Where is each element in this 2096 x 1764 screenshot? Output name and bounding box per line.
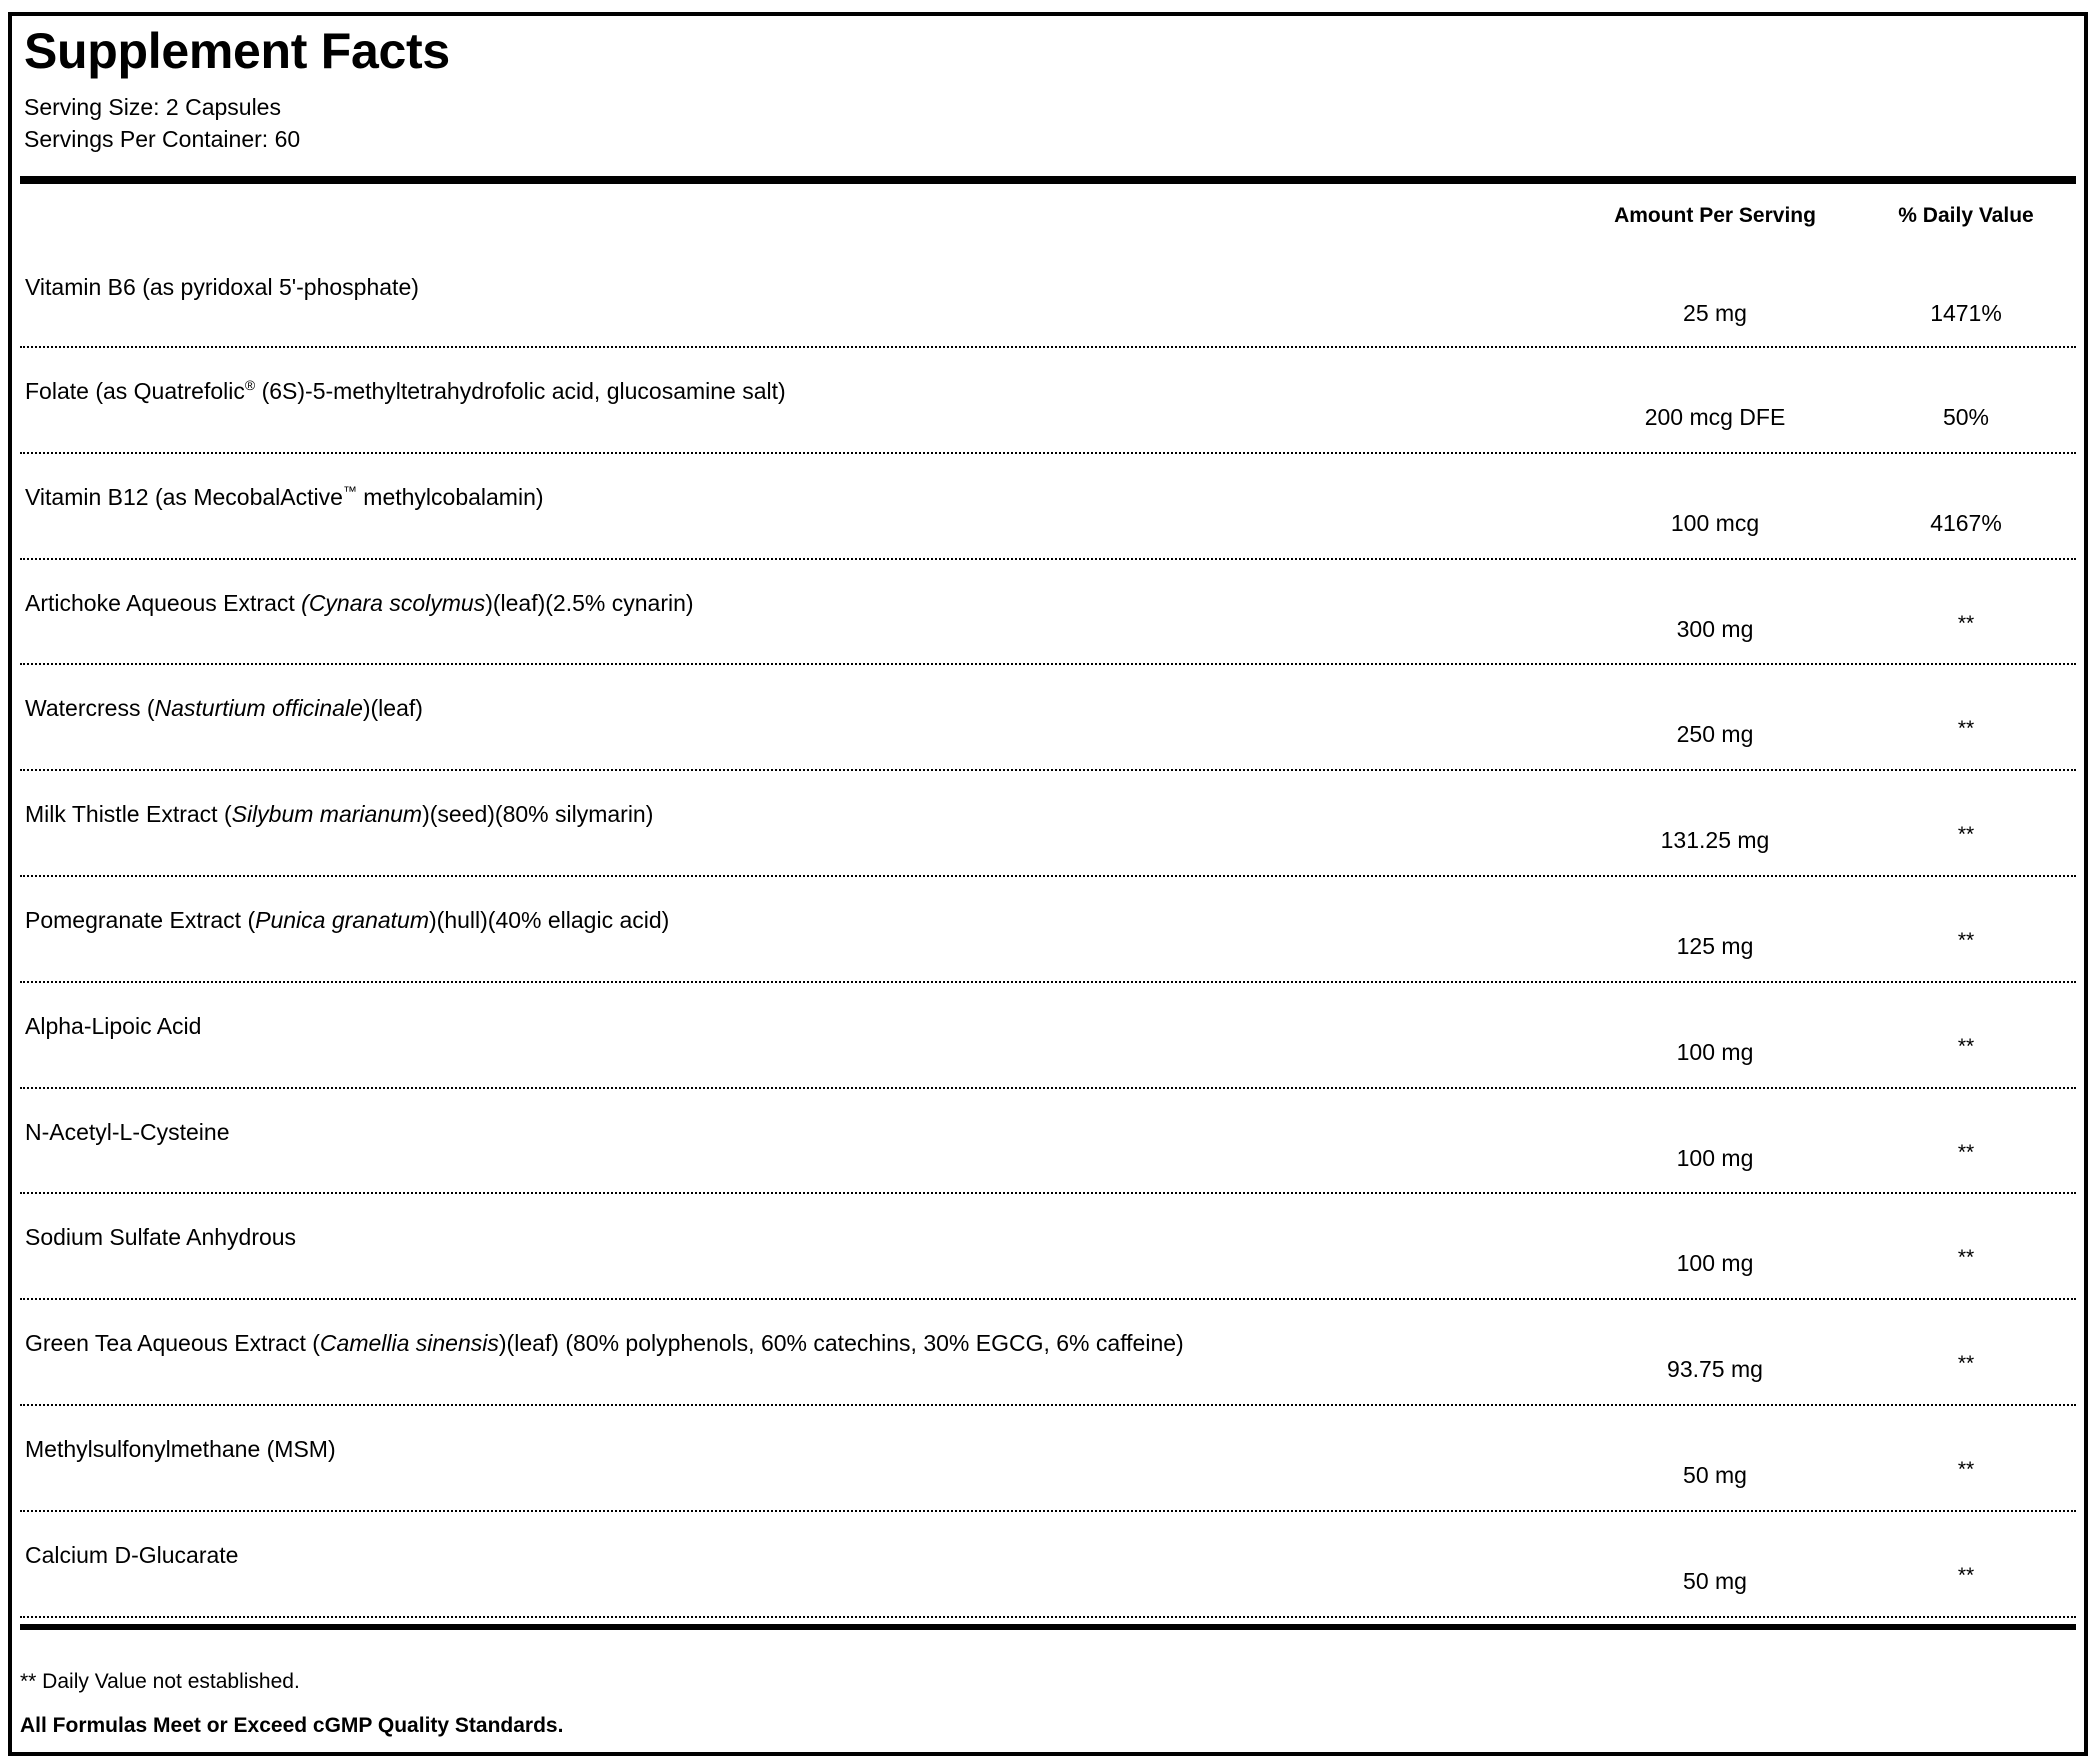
daily-value-header: % Daily Value [1898, 204, 2034, 227]
ingredient-name-name-pre: Methylsulfonylmethane (MSM) [25, 1435, 336, 1462]
amount-per-serving: 200 mcg DFE [1644, 404, 1786, 430]
ingredient-row [20, 1512, 2076, 1618]
ingredient-name-name-pre: Green Tea Aqueous Extract ( [25, 1330, 320, 1357]
daily-value: 4167% [1930, 509, 2002, 536]
ingredient-name [25, 695, 423, 722]
amount-per-serving: 100 mg [1676, 1038, 1754, 1065]
ingredient-row [20, 1089, 2076, 1195]
ingredient-name-name-pre: Sodium Sulfate Anhydrous [25, 1224, 297, 1251]
daily-value: ** [1957, 1563, 1975, 1587]
ingredient-name-name-post: )(seed)(80% silymarin) [422, 801, 654, 828]
daily-value: ** [1957, 823, 1975, 847]
ingredient-name-name-post: )(hull)(40% ellagic acid) [429, 906, 670, 933]
ingredient-row [20, 560, 2076, 666]
ingredient-name-name-italic: Nasturtium officinale [154, 695, 363, 722]
ingredient-row [20, 665, 2076, 771]
amount-per-serving: 25 mg [1683, 300, 1747, 326]
ingredient-name-sup: ™ [342, 482, 357, 499]
ingredient-row [20, 244, 2076, 348]
daily-value: ** [1957, 1352, 1975, 1376]
daily-value: ** [1957, 717, 1975, 741]
ingredient-name-name-pre: N-Acetyl-L-Cysteine [25, 1118, 230, 1145]
serving-size: Serving Size: 2 Capsules [24, 94, 281, 120]
ingredient-table [20, 244, 2076, 1618]
ingredient-name-name-pre: Calcium D-Glucarate [25, 1541, 239, 1568]
daily-value: ** [1957, 928, 1975, 952]
ingredient-name-name-pre: Vitamin B12 (as MecobalActive [25, 483, 343, 510]
ingredient-row [20, 1300, 2076, 1406]
ingredient-row [20, 771, 2076, 877]
amount-per-serving-header: Amount Per Serving [1614, 204, 1816, 227]
daily-value: ** [1957, 1457, 1975, 1481]
ingredient-name [25, 907, 669, 934]
ingredient-name-name-pre: Artichoke Aqueous Extract [25, 589, 302, 616]
ingredient-name-name-pre: Alpha-Lipoic Acid [25, 1012, 202, 1039]
ingredient-name-name-pre: Milk Thistle Extract ( [25, 801, 232, 828]
ingredient-name [25, 1224, 296, 1251]
daily-value: ** [1957, 1034, 1975, 1058]
ingredient-name-name-pre: Vitamin B6 (as pyridoxal 5'-phosphate) [25, 274, 419, 300]
panel-title: Supplement Facts [24, 23, 450, 79]
bottom-divider [20, 1624, 2076, 1630]
amount-per-serving: 50 mg [1683, 1567, 1747, 1594]
daily-value: 1471% [1930, 300, 2002, 326]
ingredient-row [20, 1406, 2076, 1512]
amount-per-serving: 100 mcg [1670, 509, 1760, 536]
amount-per-serving: 125 mg [1676, 932, 1754, 959]
top-divider [20, 176, 2076, 184]
supplement-facts-panel [8, 12, 2088, 1756]
ingredient-name [25, 1013, 201, 1040]
daily-value-footnote: ** Daily Value not established. [20, 1670, 300, 1693]
amount-per-serving: 300 mg [1676, 615, 1754, 642]
ingredient-name-sup: ® [244, 377, 256, 393]
ingredient-name [25, 1436, 336, 1463]
amount-per-serving: 100 mg [1676, 1144, 1754, 1171]
ingredient-name-name-post: )(leaf) (80% polyphenols, 60% catechins, 30% EGCG, 6% caffeine) [498, 1330, 1184, 1357]
ingredient-row [20, 348, 2076, 454]
amount-per-serving: 250 mg [1676, 721, 1754, 748]
ingredient-row [20, 983, 2076, 1089]
ingredient-name [25, 484, 544, 511]
daily-value: ** [1957, 611, 1975, 635]
ingredient-name-name-pre: Watercress ( [25, 695, 155, 722]
ingredient-name [25, 274, 419, 301]
ingredient-name-name-post: )(leaf)(2.5% cynarin) [485, 589, 694, 616]
amount-per-serving: 100 mg [1676, 1250, 1754, 1277]
daily-value: 50% [1942, 404, 1990, 430]
ingredient-name-name-italic: Camellia sinensis [319, 1330, 499, 1357]
amount-per-serving: 131.25 mg [1660, 827, 1770, 854]
ingredient-name-name-after-sup: (6S)-5-methyltetrahydrofolic acid, glucosamine salt) [255, 378, 786, 404]
ingredient-row [20, 454, 2076, 560]
ingredient-name [25, 1119, 230, 1146]
ingredient-name-name-italic: (Cynara scolymus [301, 589, 486, 616]
ingredient-name-name-pre: Folate (as Quatrefolic [25, 378, 245, 404]
ingredient-name [25, 1542, 238, 1569]
daily-value: ** [1957, 1140, 1975, 1164]
daily-value: ** [1957, 1246, 1975, 1270]
ingredient-name-name-after-sup: methylcobalamin) [356, 483, 544, 510]
ingredient-name-name-pre: Pomegranate Extract ( [25, 906, 256, 933]
servings-per-container: Servings Per Container: 60 [24, 126, 301, 152]
ingredient-name [25, 1330, 1184, 1357]
ingredient-name-name-post: )(leaf) [362, 695, 423, 722]
ingredient-name [25, 801, 653, 828]
ingredient-row [20, 1194, 2076, 1300]
ingredient-name-name-italic: Silybum marianum [231, 801, 423, 828]
amount-per-serving: 50 mg [1683, 1461, 1747, 1488]
quality-statement: All Formulas Meet or Exceed cGMP Quality Standards. [20, 1714, 564, 1737]
ingredient-row [20, 877, 2076, 983]
ingredient-name-name-italic: Punica granatum [255, 906, 429, 933]
ingredient-name [25, 378, 786, 405]
amount-per-serving: 93.75 mg [1667, 1356, 1763, 1383]
ingredient-name [25, 590, 694, 617]
